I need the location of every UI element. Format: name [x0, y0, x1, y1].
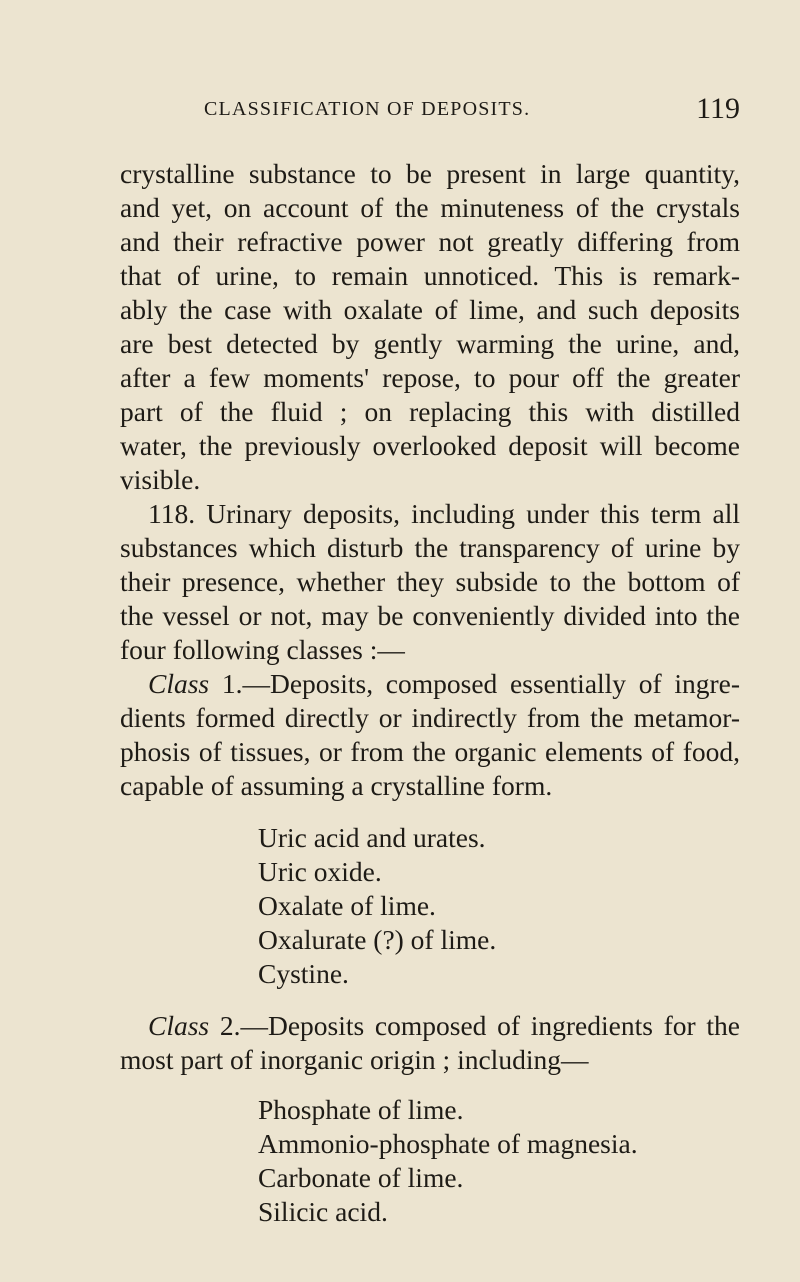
- paragraph-line: four following classes :—: [120, 634, 405, 665]
- paragraph-line: capable of assuming a crystalline form.: [120, 770, 553, 801]
- page-number: 119: [696, 92, 740, 125]
- list-item: Uric oxide.: [258, 856, 382, 887]
- list-item: Oxalurate (?) of lime.: [258, 924, 497, 955]
- paragraph-line: after a few moments' repose, to pour off the greater: [120, 362, 740, 393]
- paragraph-line: and yet, on account of the minuteness of the crystals: [120, 192, 740, 223]
- paragraph-line: their presence, whether they subside to the bottom of: [120, 566, 740, 597]
- running-title: CLASSIFICATION OF DEPOSITS.: [204, 98, 531, 120]
- list-item: Cystine.: [258, 958, 349, 989]
- paragraph-line: substances which disturb the transparency of urine by: [120, 532, 740, 563]
- paragraph-line: most part of inorganic origin ; including—: [120, 1044, 589, 1075]
- paragraph-line: visible.: [120, 464, 201, 495]
- list-item: Carbonate of lime.: [258, 1162, 464, 1193]
- list-item: Uric acid and urates.: [258, 822, 486, 853]
- class-2-text: 2.—Deposits composed of ingredients for the: [209, 1010, 740, 1041]
- class-1-heading-line: [148, 666, 740, 701]
- running-head: [150, 92, 740, 126]
- list-item: Oxalate of lime.: [258, 890, 436, 921]
- section-118-line: 118. Urinary deposits, including under this term all: [148, 498, 740, 529]
- class-1-text: 1.—Deposits, composed essentially of ingre-: [209, 668, 740, 699]
- paragraph-line: phosis of tissues, or from the organic elements of food,: [120, 736, 740, 767]
- paragraph-line: water, the previously overlooked deposit will become: [120, 430, 740, 461]
- paragraph-line: the vessel or not, may be conveniently divided into the: [120, 600, 740, 631]
- list-item: Silicic acid.: [258, 1196, 388, 1227]
- class-2-label: Class: [148, 1010, 210, 1041]
- paragraph-line: and their refractive power not greatly differing from: [120, 226, 740, 257]
- paragraph-line: part of the fluid ; on replacing this with distilled: [120, 396, 740, 427]
- list-item: Phosphate of lime.: [258, 1094, 464, 1125]
- list-item: Ammonio-phosphate of magnesia.: [258, 1128, 638, 1159]
- paragraph-line: that of urine, to remain unnoticed. This is remark-: [120, 260, 740, 291]
- paragraph-line: are best detected by gently warming the urine, and,: [120, 328, 740, 359]
- class-1-label: Class: [148, 668, 210, 699]
- paragraph-line: ably the case with oxalate of lime, and such deposits: [120, 294, 740, 325]
- class-2-heading-line: [148, 1008, 740, 1043]
- paragraph-line: crystalline substance to be present in large quantity,: [120, 158, 740, 189]
- paragraph-line: dients formed directly or indirectly from the metamor-: [120, 702, 740, 733]
